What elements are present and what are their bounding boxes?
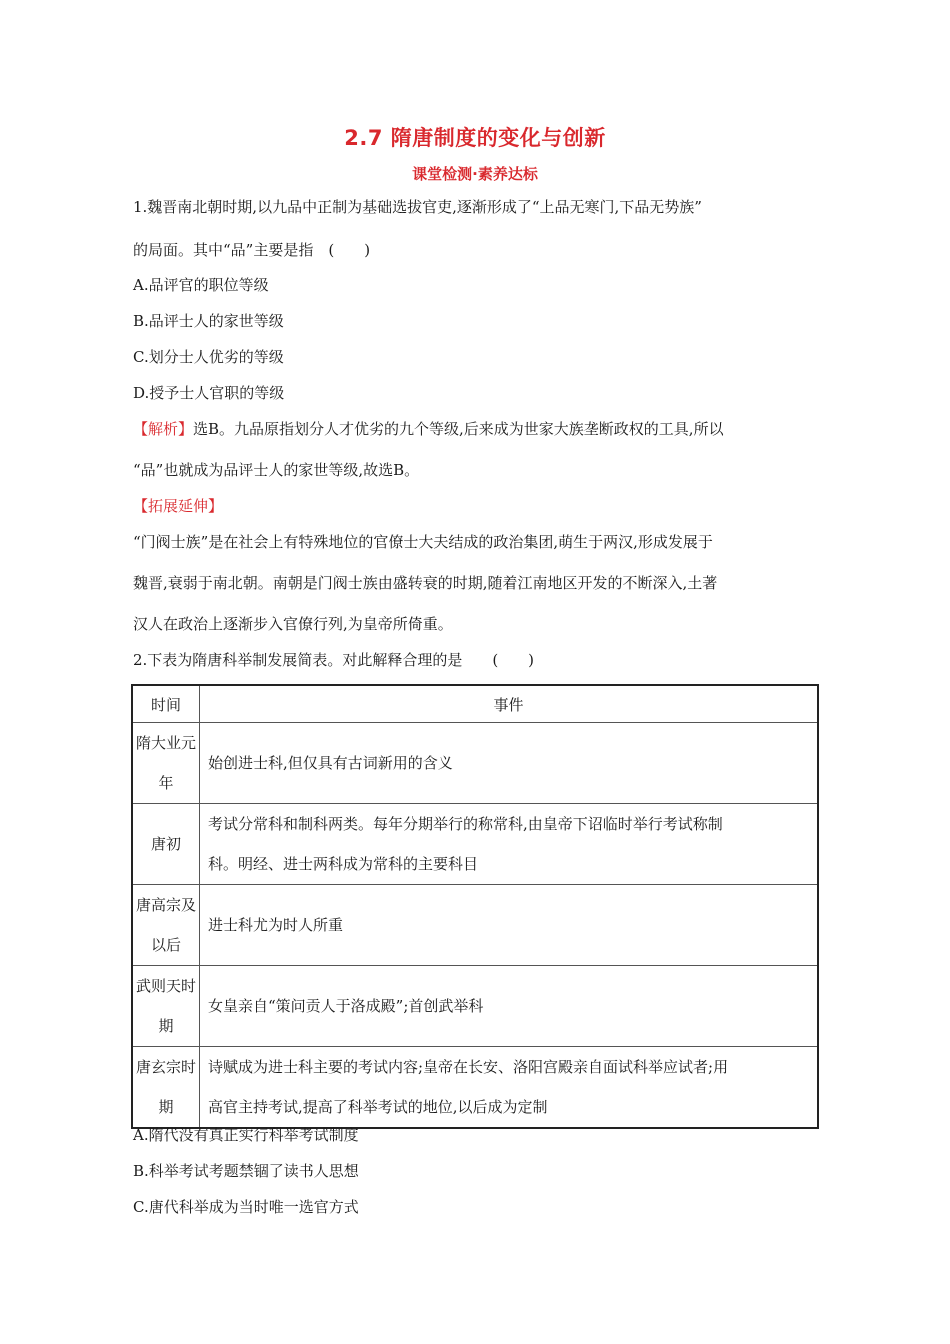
table-row: [132, 885, 818, 966]
extension-line: 魏晋,衰弱于南北朝。南朝是门阀士族由盛转衰的时期,随着江南地区开发的不断深入,土著: [133, 574, 718, 592]
q2-option-b: B.科举考试考题禁锢了读书人思想: [133, 1162, 359, 1180]
q1-stem-line2: 的局面。其中“品”主要是指 ( ): [133, 241, 371, 259]
extension-line: “门阀士族”是在社会上有特殊地位的官僚士大夫结成的政治集团,萌生于两汉,形成发展于: [133, 533, 713, 551]
table-row: [132, 1047, 818, 1129]
time-cell: 隋大业元 年: [132, 723, 200, 804]
time-cell: 唐玄宗时 期: [132, 1047, 200, 1129]
time-cell: 唐初: [132, 804, 200, 885]
header-time: 时间: [132, 685, 200, 723]
q1-option-c: C.划分士人优劣的等级: [133, 348, 284, 366]
table-row: [132, 804, 818, 885]
q1-analysis-line1: [133, 418, 823, 439]
event-cell: 始创进士科,但仅具有古词新用的含义: [200, 723, 819, 804]
page-title: 2.7 隋唐制度的变化与创新: [344, 126, 606, 150]
q1-option-b: B.品评士人的家世等级: [133, 312, 284, 330]
table-row: [132, 723, 818, 804]
q1-analysis-line2: “品”也就成为品评士人的家世等级,故选B。: [133, 461, 420, 479]
extension-line: 汉人在政治上逐渐步入官僚行列,为皇帝所倚重。: [133, 615, 453, 633]
q2-option-c: C.唐代科举成为当时唯一选官方式: [133, 1198, 359, 1216]
header-event: 事件: [200, 685, 819, 723]
q1-option-a: A.品评官的职位等级: [133, 276, 269, 294]
q1-stem-line1: 1.魏晋南北朝时期,以九品中正制为基础选拔官吏,逐渐形成了“上品无寒门,下品无势族”: [133, 198, 702, 216]
event-cell: 进士科尤为时人所重: [200, 885, 819, 966]
time-cell: 武则天时 期: [132, 966, 200, 1047]
keju-table: [131, 684, 819, 1129]
page-subtitle: 课堂检测·素养达标: [412, 165, 538, 183]
event-cell: 考试分常科和制科两类。每年分期举行的称常科,由皇帝下诏临时举行考试称制 科。明经、进士两科成为常科的主要科目: [200, 804, 819, 885]
analysis-text: 选B。九品原指划分人才优劣的九个等级,后来成为世家大族垄断政权的工具,所以: [193, 420, 724, 438]
q1-option-d: D.授予士人官职的等级: [133, 384, 285, 402]
q2-option-a: A.隋代没有真正实行科举考试制度: [133, 1126, 359, 1144]
analysis-tag: 【解析】: [133, 420, 194, 438]
time-cell: 唐高宗及 以后: [132, 885, 200, 966]
table-row: [132, 966, 818, 1047]
event-cell: 女皇亲自“策问贡人于洛成殿”;首创武举科: [200, 966, 819, 1047]
event-cell: 诗赋成为进士科主要的考试内容;皇帝在长安、洛阳宫殿亲自面试科举应试者;用 高官主持考试,提高了科举考试的地位,以后成为定制: [200, 1047, 819, 1129]
q2-stem: 2.下表为隋唐科举制发展简表。对此解释合理的是 ( ): [133, 651, 535, 669]
table-header-row: [132, 685, 818, 723]
extension-tag: 【拓展延伸】: [133, 497, 224, 515]
